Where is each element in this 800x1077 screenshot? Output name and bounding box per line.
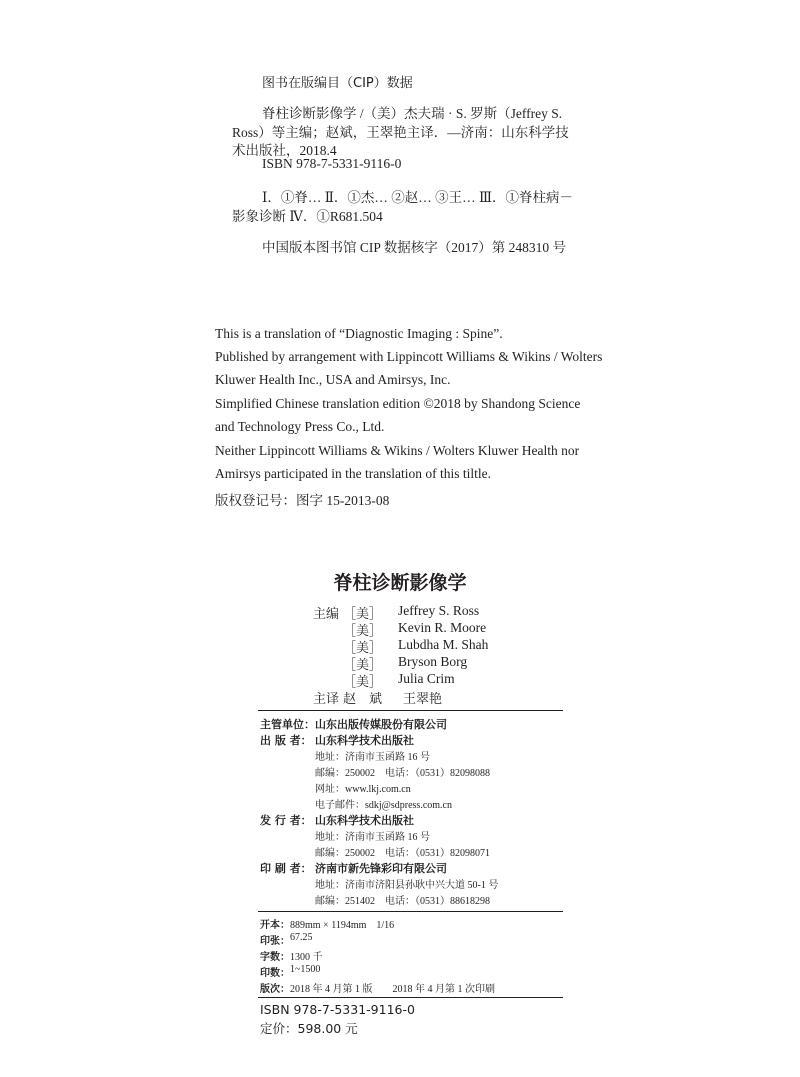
distributor-value: 山东科学技术出版社 (315, 814, 414, 827)
cip-classification: 影象诊断 Ⅳ．①R681.504 (232, 209, 383, 224)
publisher-contact: 邮编：250002 电话：（0531）82098088 (315, 768, 490, 779)
copyright-line: Simplified Chinese translation edition ©2018 by Shandong Science (215, 396, 581, 411)
copyright-line: Kluwer Health Inc., USA and Amirsys, Inc. (215, 372, 451, 387)
editor-name: Julia Crim (398, 671, 455, 686)
divider (258, 911, 563, 912)
printer-label: 印 刷 者： (260, 862, 312, 875)
editor-name: Bryson Borg (398, 654, 468, 669)
editor-role: 主编 (313, 606, 340, 621)
spec-label: 开本： (260, 920, 290, 931)
publisher-value: 山东科学技术出版社 (315, 734, 414, 747)
divider (258, 997, 563, 998)
isbn-number: ISBN 978-7-5331-9116-0 (260, 1002, 415, 1017)
editor-name: Lubdha M. Shah (398, 637, 489, 652)
divider (258, 710, 563, 711)
spec-label: 字数： (260, 952, 290, 963)
cip-record-number: 中国版本图书馆 CIP 数据核字（2017）第 248310 号 (262, 240, 567, 255)
book-title: 脊柱诊断影像学 (333, 573, 467, 594)
supervisor-label: 主管单位： (260, 718, 315, 731)
cip-isbn: ISBN 978-7-5331-9116-0 (262, 156, 402, 171)
editor-nationality: ［美］ (343, 657, 383, 672)
copyright-line: Neither Lippincott Williams & Wikins / Wolters Kluwer Health nor (215, 443, 580, 458)
spec-value: 889mm × 1194mm 1/16 (290, 920, 395, 931)
printer-value: 济南市新先锋彩印有限公司 (315, 862, 447, 875)
copyright-line: This is a translation of “Diagnostic Imaging : Spine”. (215, 326, 503, 341)
editor-nationality: ［美］ (343, 623, 383, 638)
price: 定价：598.00 元 (260, 1021, 358, 1036)
spec-value: 67.25 (290, 932, 313, 943)
distributor-label: 发 行 者： (260, 814, 312, 827)
cip-line: 术出版社，2018.4 (232, 143, 337, 158)
copyright-registration: 版权登记号：图字 15-2013-08 (215, 493, 390, 508)
editor-nationality: ［美］ (343, 606, 383, 621)
translator-name: 赵 斌 (343, 691, 383, 706)
cip-line: 脊柱诊断影像学 /（美）杰夫瑞 · S. 罗斯（Jeffrey S. (262, 106, 563, 121)
publisher-email: 电子邮件：sdkj@sdpress.com.cn (315, 800, 452, 811)
spec-label: 印数： (260, 968, 290, 979)
publisher-website: 网址：www.lkj.com.cn (315, 784, 411, 795)
printer-address: 地址：济南市济阳县孙耿中兴大道 50-1 号 (315, 880, 499, 891)
copyright-line: and Technology Press Co., Ltd. (215, 419, 385, 434)
supervisor-value: 山东出版传媒股份有限公司 (315, 718, 447, 731)
cip-line: Ross）等主编；赵斌，王翠艳主译．—济南：山东科学技 (232, 125, 569, 140)
editor-name: Kevin R. Moore (398, 620, 487, 635)
spec-value: 2018 年 4 月第 1 版 2018 年 4 月第 1 次印刷 (290, 984, 495, 995)
publisher-address: 地址：济南市玉函路 16 号 (315, 752, 430, 763)
editor-name: Jeffrey S. Ross (398, 603, 480, 618)
cip-classification: Ⅰ．①脊… Ⅱ．①杰… ②赵… ③王… Ⅲ．①脊柱病－ (262, 190, 574, 205)
copyright-line: Published by arrangement with Lippincott Williams & Wikins / Wolters (215, 349, 603, 364)
distributor-contact: 邮编：250002 电话：（0531）82098071 (315, 848, 490, 859)
translator-role: 主译 (313, 691, 340, 706)
cip-heading: 图书在版编目（CIP）数据 (262, 76, 413, 91)
spec-value: 1~1500 (290, 964, 321, 975)
editor-nationality: ［美］ (343, 640, 383, 655)
copyright-line: Amirsys participated in the translation of this tiltle. (215, 466, 491, 481)
distributor-address: 地址：济南市玉函路 16 号 (315, 832, 430, 843)
translator-name: 王翠艳 (403, 691, 443, 706)
spec-label: 印张： (260, 936, 290, 947)
printer-contact: 邮编：251402 电话：（0531）88618298 (315, 896, 490, 907)
publisher-label: 出 版 者： (260, 734, 312, 747)
spec-label: 版次： (260, 984, 290, 995)
spec-value: 1300 千 (290, 952, 323, 963)
editor-nationality: ［美］ (343, 674, 383, 689)
